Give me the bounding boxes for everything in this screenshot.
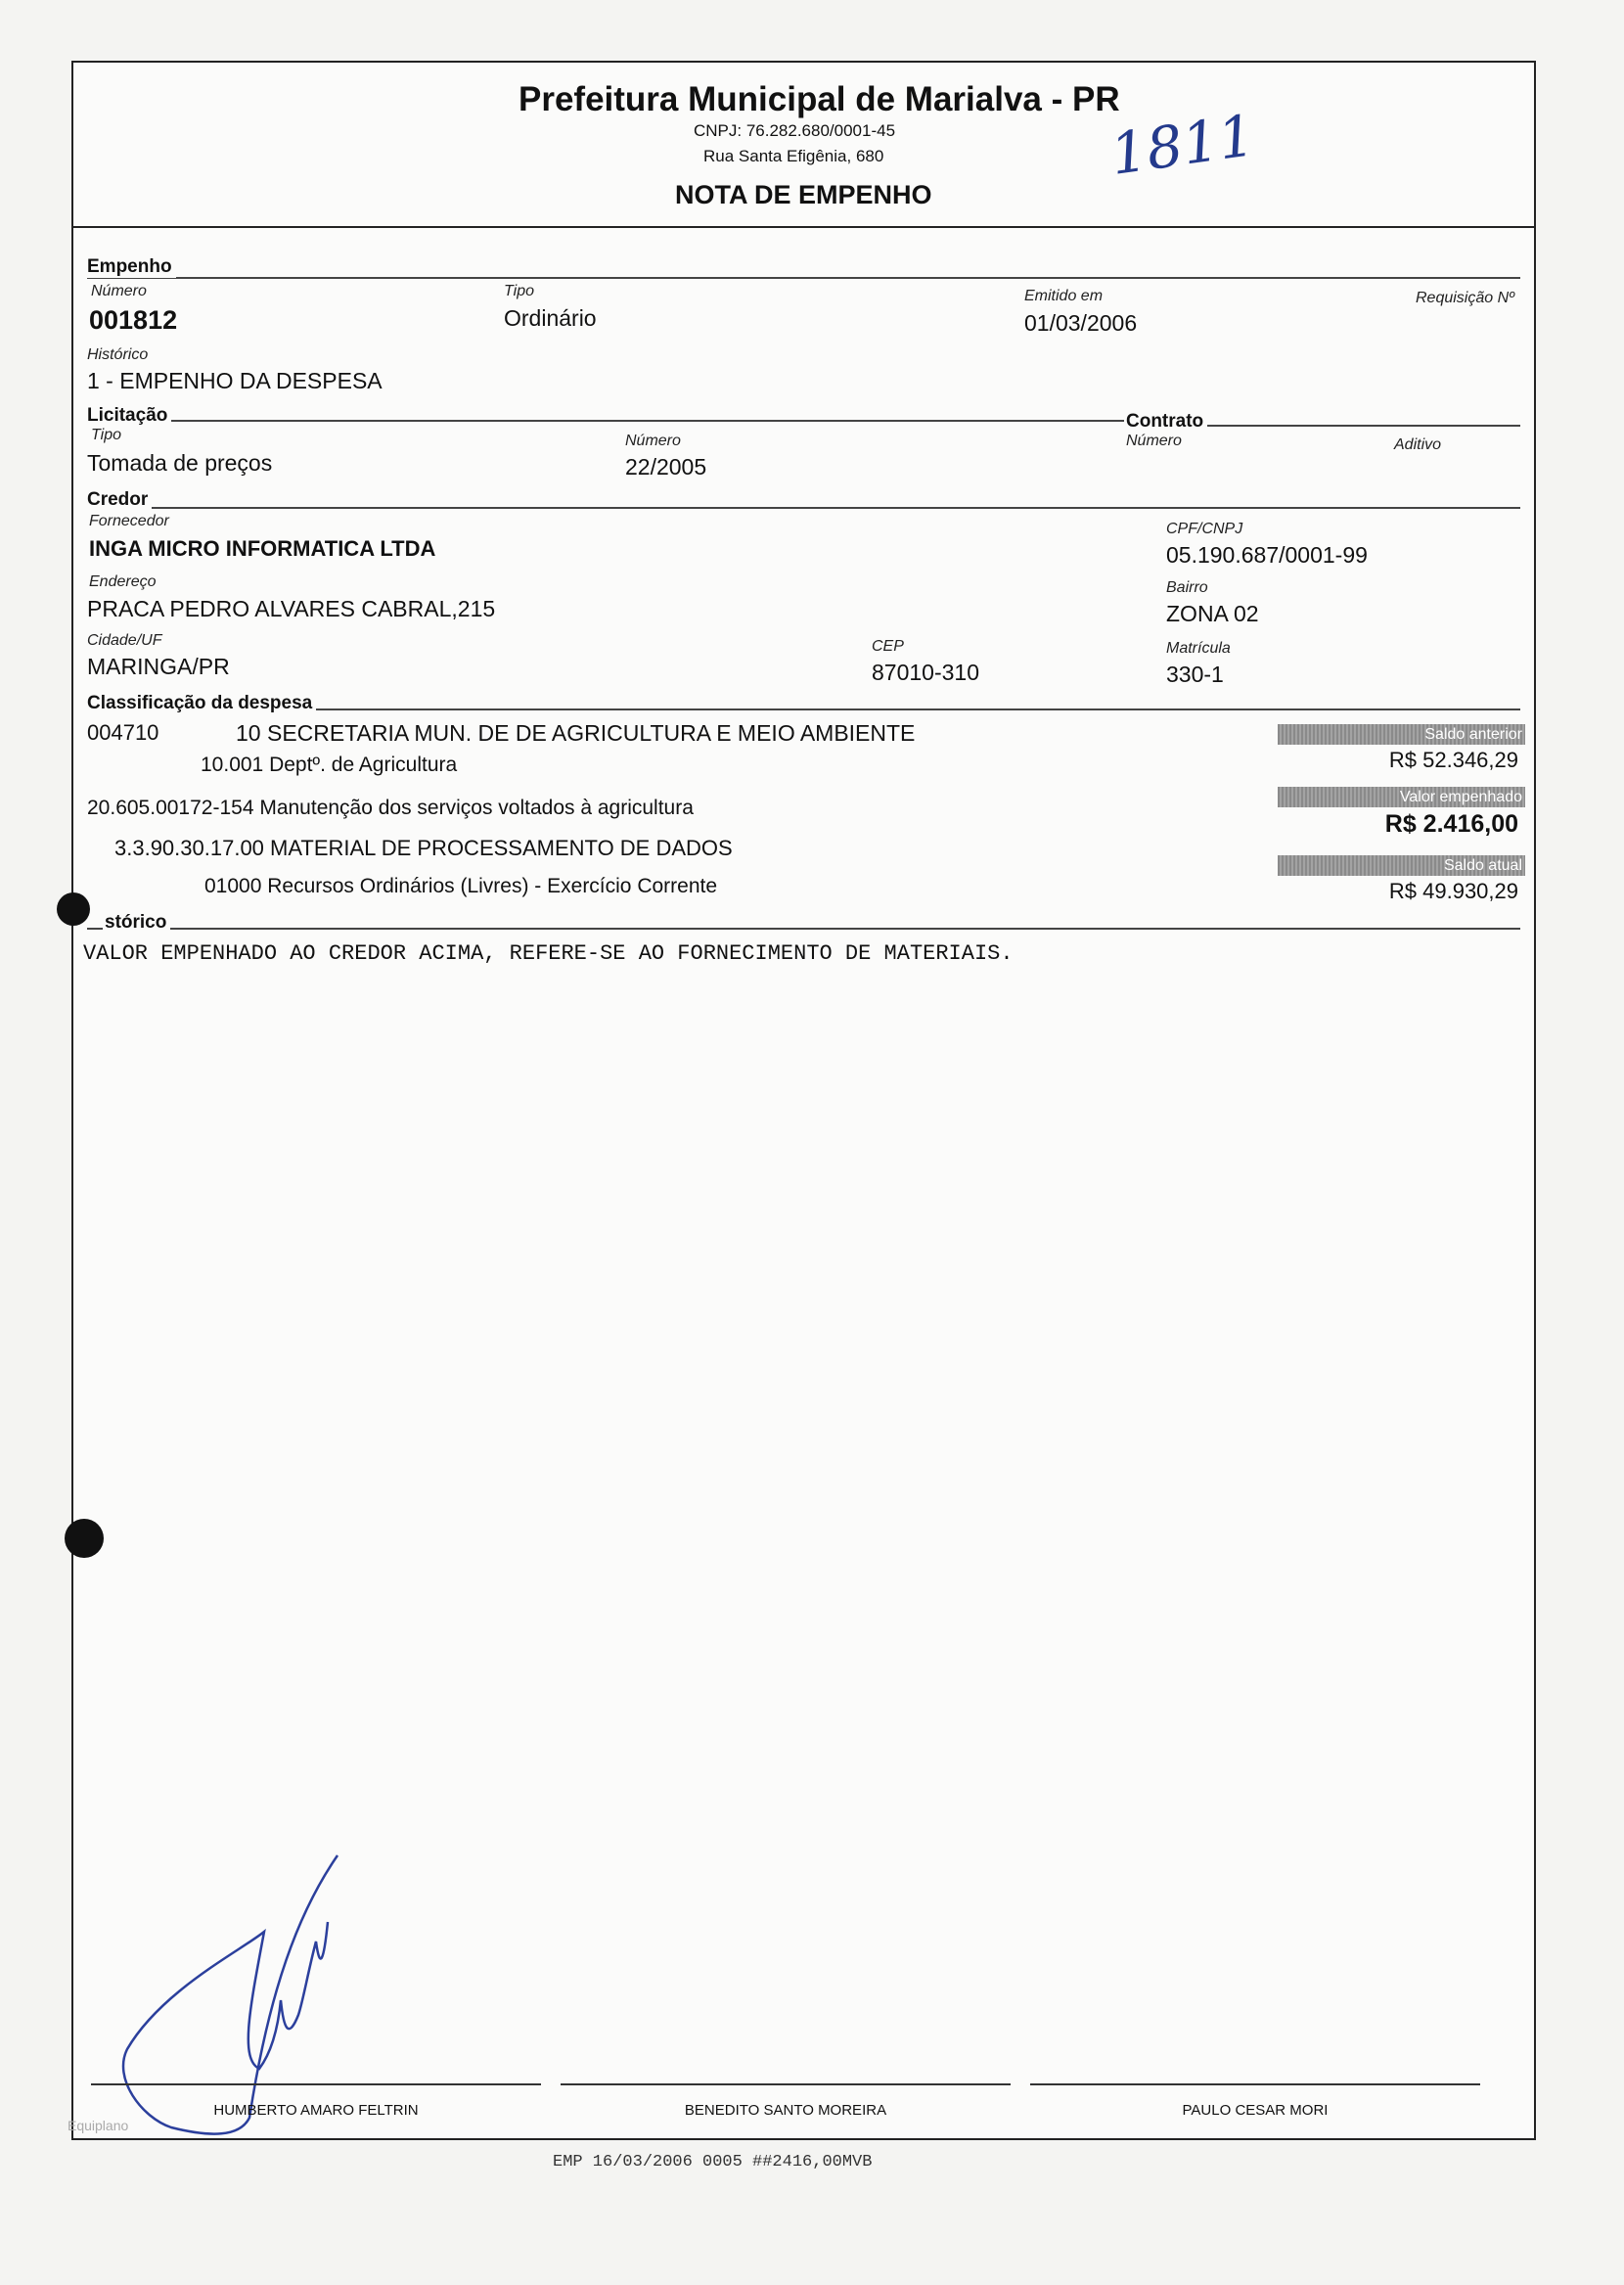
licitacao-section-title: Licitação [87, 405, 171, 427]
credor-matricula: 330-1 [1166, 662, 1224, 687]
header-address: Rua Santa Efigênia, 680 [703, 147, 884, 165]
handwritten-number: 1811 [1105, 102, 1259, 188]
empenho-numero: 001812 [89, 305, 178, 335]
contrato-section-title: Contrato [1126, 411, 1207, 433]
licitacao-rule [87, 420, 1124, 422]
contrato-numero-label: Número [1126, 433, 1182, 449]
empenho-rule [87, 277, 1520, 279]
header-cnpj: CNPJ: 76.282.680/0001-45 [694, 121, 896, 140]
empenho-emitido: 01/03/2006 [1024, 310, 1138, 336]
licitacao-numero-label: Número [625, 433, 681, 449]
saldo-atual-value: R$ 49.930,29 [1388, 879, 1518, 903]
signatory-2: BENEDITO SANTO MOREIRA [684, 2102, 887, 2119]
endereco-label: Endereço [89, 573, 157, 590]
classificacao-departamento: 10.001 Deptº. de Agricultura [201, 754, 458, 776]
credor-cnpj: 05.190.687/0001-99 [1166, 542, 1368, 568]
punch-hole-bottom [65, 1519, 104, 1558]
empenho-section-title: Empenho [87, 256, 176, 278]
empenho-emitido-label: Emitido em [1024, 288, 1104, 304]
empenho-tipo: Ordinário [504, 305, 597, 331]
classificacao-recurso: 01000 Recursos Ordinários (Livres) - Exercício Corrente [204, 875, 718, 897]
historico-rule [87, 928, 1520, 930]
cidade-label: Cidade/UF [87, 632, 162, 649]
matricula-label: Matrícula [1166, 640, 1231, 657]
cep-label: CEP [872, 638, 904, 655]
credor-bairro: ZONA 02 [1166, 601, 1259, 626]
licitacao-tipo-label: Tipo [91, 427, 121, 443]
punch-hole-top [57, 892, 90, 926]
licitacao-numero: 22/2005 [625, 454, 707, 480]
signature-line-2 [561, 2083, 1011, 2085]
valor-empenhado-value: R$ 2.416,00 [1384, 810, 1518, 838]
contrato-aditivo-label: Aditivo [1394, 436, 1442, 453]
classificacao-section-title: Classificação da despesa [87, 693, 316, 714]
classificacao-programa: 20.605.00172-154 Manutenção dos serviços voltados à agricultura [87, 797, 694, 819]
credor-cidade: MARINGA/PR [87, 654, 230, 679]
classificacao-secretaria: 10 SECRETARIA MUN. DE DE AGRICULTURA E MEIO AMBIENTE [236, 720, 916, 746]
signatory-1: HUMBERTO AMARO FELTRIN [213, 2102, 419, 2119]
saldo-anterior-value: R$ 52.346,29 [1388, 748, 1518, 772]
credor-endereco: PRACA PEDRO ALVARES CABRAL,215 [87, 596, 496, 621]
header-divider [73, 226, 1534, 228]
signature-line-3 [1030, 2083, 1480, 2085]
software-mark: Equiplano [68, 2118, 129, 2133]
saldo-anterior-label: Saldo anterior [1278, 724, 1525, 745]
requisicao-label: Requisição Nº [1416, 290, 1514, 306]
historico-label: Histórico [87, 346, 149, 363]
header-title: Prefeitura Municipal de Marialva - PR [519, 80, 1120, 118]
saldo-atual-label: Saldo atual [1278, 855, 1525, 876]
fornecedor-name: INGA MICRO INFORMATICA LTDA [89, 536, 436, 561]
credor-cnpj-label: CPF/CNPJ [1166, 521, 1243, 537]
valor-empenhado-label: Valor empenhado [1278, 787, 1525, 807]
licitacao-tipo: Tomada de preços [87, 450, 273, 476]
footer-stamp: EMP 16/03/2006 0005 ##2416,00MVB [553, 2153, 873, 2171]
empenho-numero-label: Número [91, 283, 147, 299]
signature-line-1 [91, 2083, 541, 2085]
historico-text: VALOR EMPENHADO AO CREDOR ACIMA, REFERE-SE AO FORNECIMENTO DE MATERIAIS. [83, 941, 1014, 966]
signatory-3: PAULO CESAR MORI [1182, 2102, 1329, 2119]
fornecedor-label: Fornecedor [89, 513, 169, 529]
credor-section-title: Credor [87, 489, 152, 511]
document-title: NOTA DE EMPENHO [675, 180, 932, 209]
empenho-tipo-label: Tipo [504, 283, 534, 299]
signature-drawing [103, 1853, 357, 2137]
empenho-historico: 1 - EMPENHO DA DESPESA [87, 368, 383, 393]
bairro-label: Bairro [1166, 579, 1208, 596]
classificacao-code: 004710 [87, 720, 159, 745]
classificacao-elemento: 3.3.90.30.17.00 MATERIAL DE PROCESSAMENTO DE DADOS [114, 836, 733, 860]
credor-rule [87, 507, 1520, 509]
document-frame [68, 61, 1536, 2140]
historico-section-title: stórico [103, 912, 170, 934]
credor-cep: 87010-310 [872, 660, 979, 685]
